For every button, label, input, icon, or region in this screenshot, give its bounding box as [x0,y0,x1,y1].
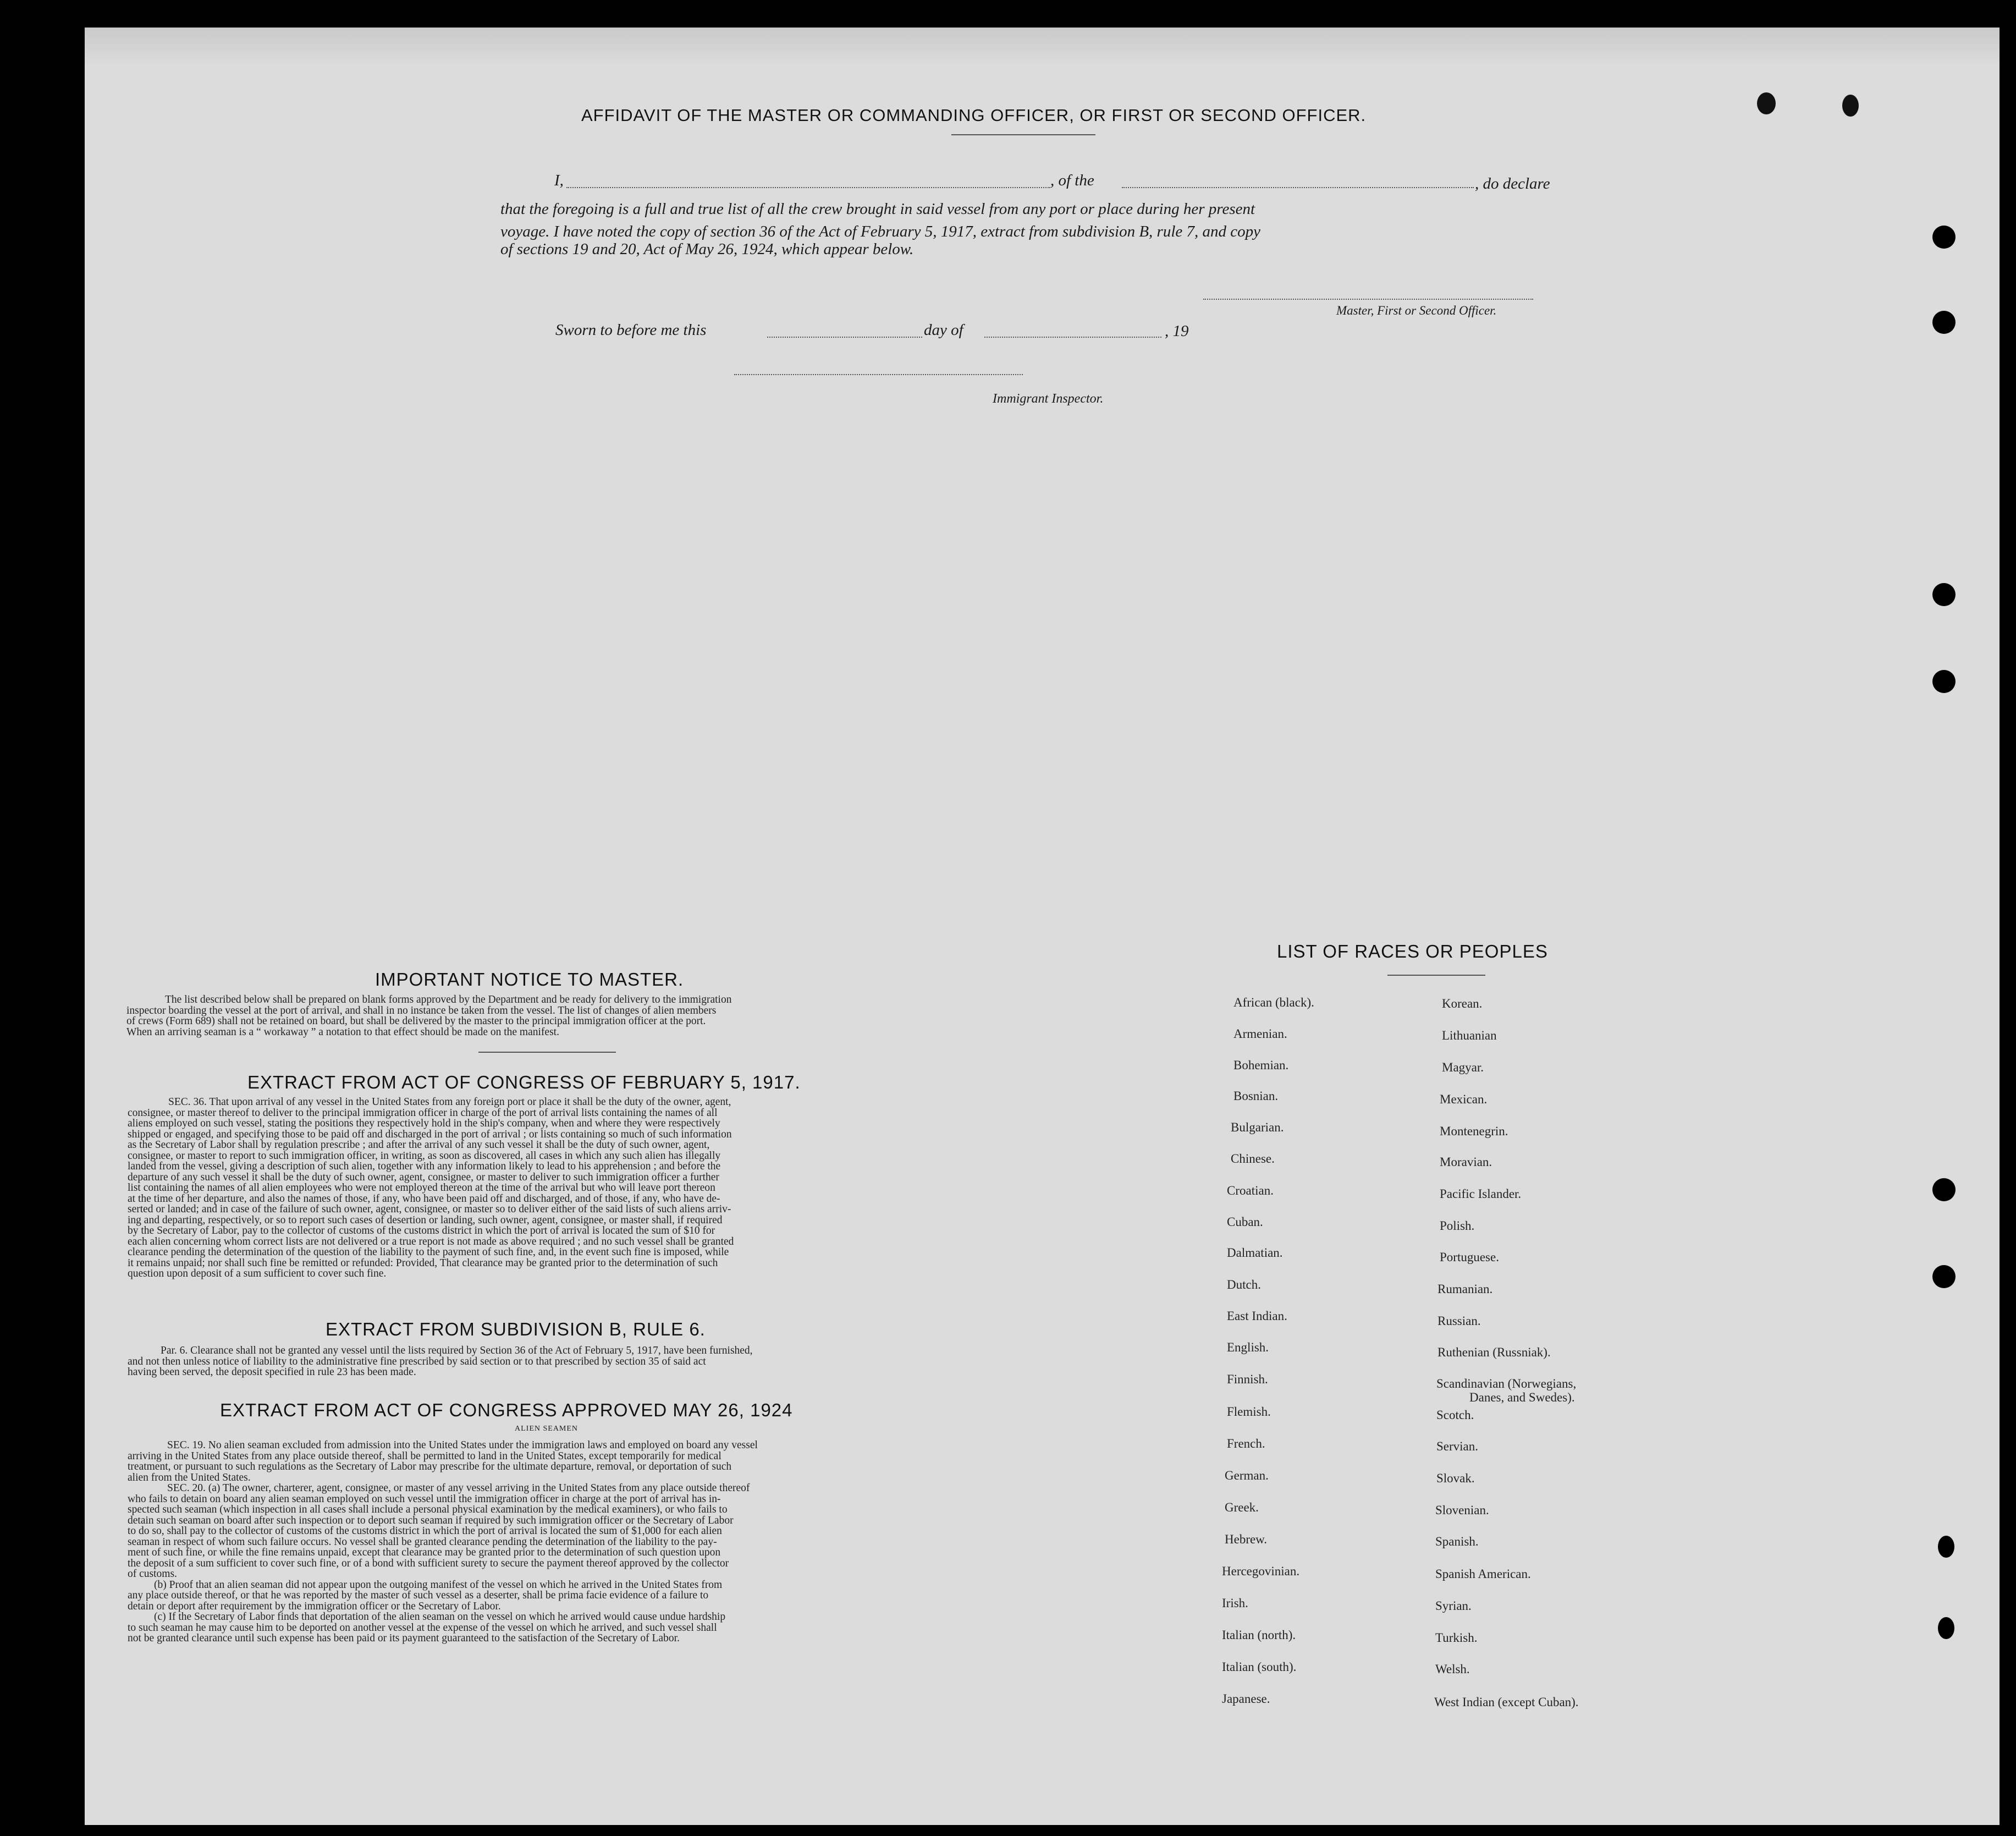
race-item: Magyar. [1442,1060,1484,1074]
sworn-month-blank[interactable] [984,337,1161,338]
extract-line: ing and departing, respectively, or so to report such cases of desertion or landing, such owner, agent, consignee, or master shall, if required [128,1214,723,1226]
extract-line: SEC. 20. (a) The owner, charterer, agent, consignee, or master of any vessel arriving in the United States from any place outside thereof [167,1482,750,1494]
race-item: Portuguese. [1440,1250,1499,1264]
affidavit-title: AFFIDAVIT OF THE MASTER OR COMMANDING OFFICER, OR FIRST OR SECOND OFFICER. [581,106,1367,125]
extract-line: at the time of her departure, and also the names of those, if any, who have been paid off and discharged, and of those, if any, who have de- [128,1192,720,1205]
rule6-body [128,1345,965,1378]
races-rule [1387,975,1485,976]
affidavit-i: I, [554,172,564,189]
race-item: Polish. [1440,1219,1475,1233]
race-item: Irish. [1222,1596,1248,1610]
race-item: Hercegovinian. [1222,1564,1300,1578]
race-item: Dutch. [1227,1278,1261,1291]
race-item: Bulgarian. [1231,1120,1284,1134]
punch-hole [1932,226,1956,249]
affidavit-line2: voyage. I have noted the copy of section 36 of the Act of February 5, 1917, extract from subdivision B, rule 7, and copy [500,223,1261,240]
race-item: Slovenian. [1435,1503,1489,1517]
extract-line: alien from the United States. [128,1471,251,1483]
race-item: Korean. [1442,997,1483,1010]
affidavit-do-declare: , do declare [1475,175,1550,193]
extract-line: treatment, or pursuant to such regulations as the Secretary of Labor may prescribe for the ultimate departure, removal, or deportation of such [128,1461,732,1472]
extract-line: by the Secretary of Labor, pay to the collector of customs of the customs district in which the port of arrival is located the sum of $10 for [128,1225,715,1236]
extract-line: departure of any such vessel it shall be the duty of such owner, agent, consignee, or master to deliver to such immigration officer a further [128,1171,719,1183]
race-item: Moravian. [1440,1155,1492,1169]
race-item: Rumanian. [1437,1282,1493,1296]
extract-line: consignee, or master thereof to deliver to the principal immigration officer in charge of the port of arrival lists containing the names of all [128,1107,718,1119]
race-item: Slovak. [1436,1471,1475,1485]
inspector-signature-blank[interactable] [734,374,1023,375]
extract-line: (b) Proof that an alien seaman did not appear upon the outgoing manifest of the vessel on which he arrived in the United States from [154,1579,723,1591]
notice-line: of crews (Form 689) shall not be retained on board, but shall be delivered by the master to the principal immigration officer at the port. [126,1015,706,1027]
extract-line: who fails to detain on board any alien seaman employed on such vessel until the immigration officer in charge at the port of arrival has in- [128,1493,721,1505]
race-item: Greek. [1225,1500,1259,1514]
section-rule [478,1052,616,1053]
extract-line: spected such seaman (which inspection in all cases shall include a personal physical examination by the medical examiners), or who fails to [128,1504,728,1515]
punch-hole [1932,1265,1956,1288]
race-item: Italian (south). [1222,1660,1297,1674]
race-item: Hebrew. [1225,1532,1268,1546]
master-signature-blank[interactable] [1203,299,1533,300]
race-item: French. [1227,1437,1265,1450]
day-of-label: day of [924,321,963,339]
race-item: East Indian. [1227,1309,1287,1323]
rule6-title: EXTRACT FROM SUBDIVISION B, RULE 6. [326,1319,706,1339]
page-top-edge [85,28,2000,66]
race-item: Turkish. [1435,1631,1478,1645]
punch-hole [1932,1178,1956,1201]
extract-line: it remains unpaid; nor shall such fine be remitted or refunded: Provided, That clearance may be granted prior to the determination of such [128,1257,718,1269]
notice-line: When an arriving seaman is a “ workaway ” a notation to that effect should be made on the manifest. [126,1026,559,1038]
extract-line: question upon deposit of a sum sufficient to cover such fine. [128,1268,387,1279]
extract-line: as the Secretary of Labor shall by regulation prescribe ; and after the arrival of any such vessel it shall be the duty of such owner, agent, [128,1139,710,1151]
race-item: Spanish. [1435,1535,1479,1548]
race-item: Servian. [1436,1439,1479,1453]
extract-line: aliens employed on such vessel, stating the positions they respectively hold in the ship's company, when and where they were respectively [128,1118,720,1129]
notice-body [126,994,965,1037]
race-item: Spanish American. [1435,1567,1531,1581]
extract-line: seaman in respect of whom such failure occurs. No vessel shall be granted clearance pending the determination of the liability to the pay- [128,1536,717,1548]
ink-stain [1757,92,1776,114]
master-signature-label: Master, First or Second Officer. [1336,304,1497,317]
extract-line: clearance pending the determination of the question of the liability to the payment of such fine, and, in the event such fine is imposed, while [128,1246,729,1258]
extract-1924-body [128,1440,965,1644]
extract-line: to such seaman he may cause him to be deported on another vessel at the expense of the vessel on which he arrived, and such vessel shall [128,1621,717,1634]
title-rule [951,134,1095,135]
race-item: Welsh. [1435,1662,1470,1676]
race-item: African (black). [1233,996,1314,1009]
extract-line: shipped or engaged, and specifying those to be paid off and discharged in the port of arrival ; or lists containing so much of such information [128,1128,732,1140]
notice-title: IMPORTANT NOTICE TO MASTER. [375,969,684,990]
race-item: English. [1227,1340,1269,1354]
ink-stain [1842,95,1859,117]
race-item: Armenian. [1233,1027,1287,1041]
race-item: Pacific Islander. [1440,1187,1522,1201]
vessel-blank[interactable] [1122,187,1474,188]
extract-line: list containing the names of all alien employees who were not employed thereon at the time of the arrival but who will leave port thereon [128,1182,715,1194]
race-item: Bosnian. [1233,1089,1279,1103]
punch-hole [1938,1536,1954,1558]
affidavit-of-the: , of the [1050,172,1094,189]
punch-hole [1932,670,1956,693]
race-item: Chinese. [1231,1152,1275,1166]
notice-line: inspector boarding the vessel at the port of arrival, and shall in no instance be taken from the vessel. The list of changes of alien members [126,1004,717,1016]
extract-1917-body [128,1097,965,1279]
race-item: Lithuanian [1442,1029,1497,1042]
punch-hole [1932,311,1956,334]
race-item: Montenegrin. [1440,1124,1508,1138]
race-item: Japanese. [1222,1692,1270,1706]
race-item: Danes, and Swedes). [1469,1390,1575,1404]
race-item: Ruthenian (Russniak). [1437,1345,1551,1359]
race-item: Croatian. [1227,1184,1274,1197]
extract-1924-title: EXTRACT FROM ACT OF CONGRESS APPROVED MAY 26, 1924 [220,1400,793,1420]
race-item: Scandinavian (Norwegians, [1436,1377,1577,1390]
extract-line: landed from the vessel, giving a description of such alien, together with any information likely to lead to his apprehension ; and before the [128,1161,721,1172]
race-item: West Indian (except Cuban). [1434,1695,1579,1709]
extract-line: each alien concerning whom correct lists are not delivered or a true report is not made as above required ; and no such vessel shall be granted [128,1235,734,1247]
year-label: , 19 [1165,322,1189,340]
race-item: Cuban. [1227,1215,1263,1229]
extract-1924-subtitle: ALIEN SEAMEN [515,1425,579,1433]
extract-line: arriving in the United States from any place outside thereof, shall be permitted to land in the United States, except temporarily for medical [128,1450,721,1462]
rule6-line: and not then unless notice of liability to the administrative fine prescribed by said section or to that prescribed by section 35 of said act [128,1355,706,1367]
punch-hole [1932,583,1956,606]
affidavit-line1: that the foregoing is a full and true list of all the crew brought in said vessel from any port or place during her present [500,200,1255,218]
extract-line: consignee, or master to report to such immigration officer, in writing, as soon as discovered, all cases in which any such alien has illegally [128,1150,721,1162]
race-item: Flemish. [1227,1405,1271,1419]
race-item: Mexican. [1440,1092,1488,1106]
race-item: Bohemian. [1233,1058,1289,1072]
rule6-line: Par. 6. Clearance shall not be granted any vessel until the lists required by Section 36 of the Act of February 5, 1917, have been furnished, [161,1345,753,1356]
name-blank[interactable] [566,187,1050,188]
extract-line: detain or deport after requirement by the immigration officer or the Secretary of Labor. [128,1600,501,1612]
extract-line: (c) If the Secretary of Labor finds that deportation of the alien seaman on the vessel on which he arrived would cause undue hardship [154,1611,726,1623]
inspector-label: Immigrant Inspector. [993,392,1104,406]
affidavit-line3: of sections 19 and 20, Act of May 26, 1924, which appear below. [500,240,914,258]
race-item: Scotch. [1436,1408,1474,1422]
race-item: German. [1225,1469,1269,1482]
extract-line: not be granted clearance until such expense has been paid or its payment guaranteed to the satisfaction of the Secretary of Labor. [128,1632,680,1644]
extract-line: of customs. [128,1568,177,1580]
extract-line: any place outside thereof, or that he was reported by the master of such vessel as a deserter, shall be prima facie evidence of a failure to [128,1590,709,1601]
race-item: Russian. [1437,1314,1481,1328]
race-item: Dalmatian. [1227,1246,1283,1260]
sworn-day-blank[interactable] [767,337,922,338]
race-item: Syrian. [1435,1599,1472,1613]
punch-hole [1938,1617,1954,1639]
races-title: LIST OF RACES OR PEOPLES [1277,941,1548,961]
sworn-label: Sworn to before me this [555,321,707,339]
extract-line: serted or landed; and in case of the failure of such owner, agent, consignee, or master so to deliver either of the said lists of such aliens arriv- [128,1203,731,1215]
extract-line: the deposit of a sum sufficient to cover such fine, or of a bond with sufficient surety to secure the payment thereof approved by the collector [128,1557,729,1569]
extract-line: SEC. 19. No alien seaman excluded from admission into the United States under the immigration laws and employed on board any vessel [167,1439,758,1451]
extract-line: SEC. 36. That upon arrival of any vessel in the United States from any foreign port or place it shall be the duty of the owner, agent, [168,1096,731,1108]
extract-1917-title: EXTRACT FROM ACT OF CONGRESS OF FEBRUARY 5, 1917. [247,1072,801,1092]
race-item: Italian (north). [1222,1628,1296,1642]
extract-line: detain such seaman on board after such inspection or to deport such seaman if required by such immigration officer or the Secretary of Labor [128,1514,734,1526]
extract-line: ment of such fine, or while the fine remains unpaid, except that clearance may be granted prior to the determination of such question upon [128,1547,721,1558]
race-item: Finnish. [1227,1372,1268,1386]
rule6-line: having been served, the deposit specified in rule 23 has been made. [128,1366,416,1378]
notice-line: The list described below shall be prepared on blank forms approved by the Department and be ready for delivery to the immigration [165,994,732,1005]
extract-line: to do so, shall pay to the collector of customs of the customs district in which the port of arrival is located the sum of $1,000 for each alien [128,1525,722,1537]
